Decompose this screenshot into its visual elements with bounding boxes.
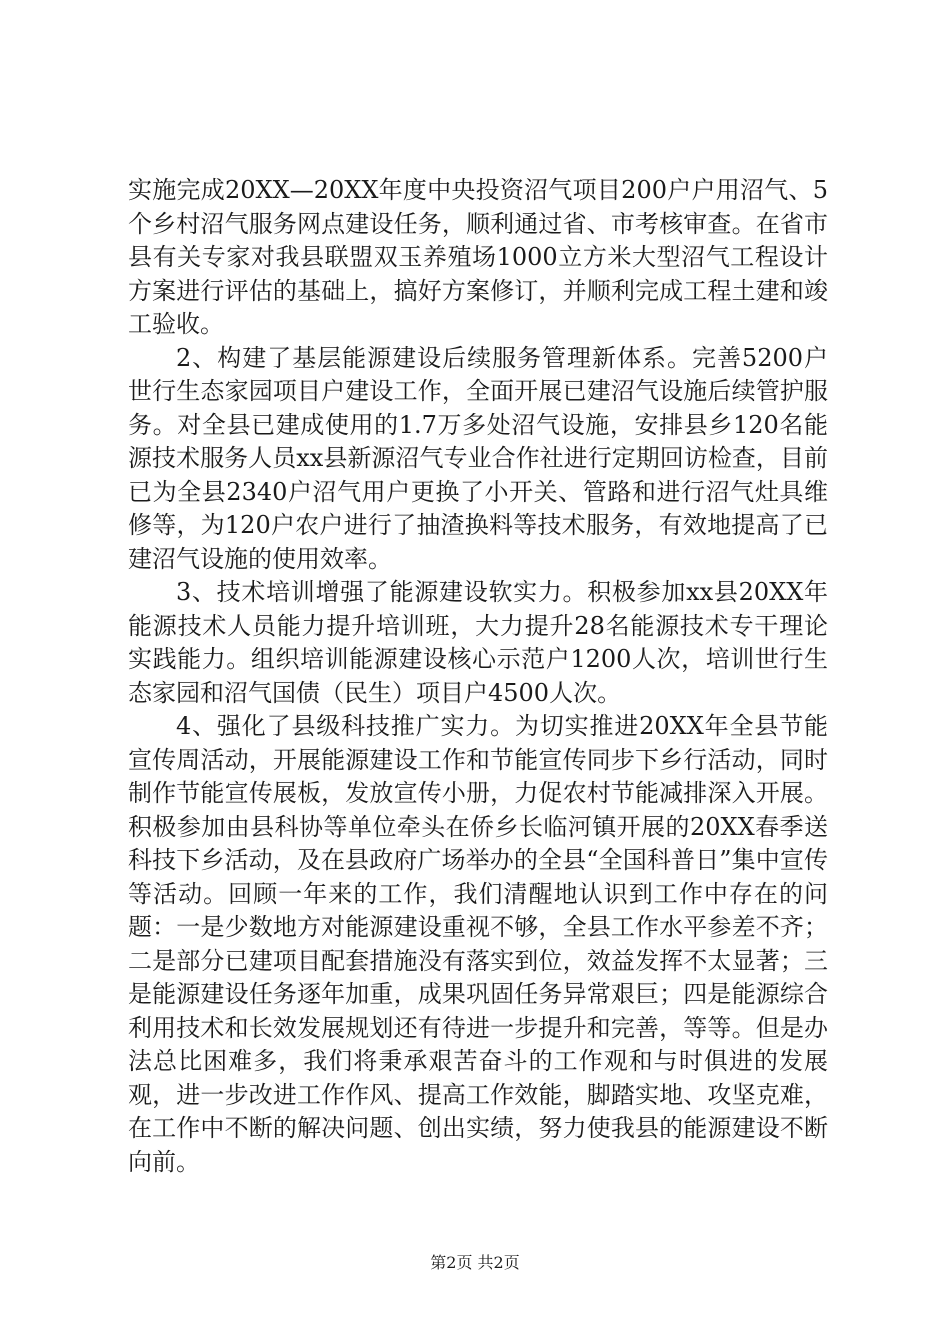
paragraph-item-3: 3、技术培训增强了能源建设软实力。积极参加xx县20XX年能源技术人员能力提升培训班，大力提升28名能源技术专干理论实践能力。组织培训能源建设核心示范户1200人次，培训世行生态家园和沼气国债（民生）项目户4500人次。 — [128, 578, 828, 707]
document-body — [128, 174, 828, 1179]
paragraph-item-2: 2、构建了基层能源建设后续服务管理新体系。完善5200户世行生态家园项目户建设工作，全面开展已建沼气设施后续管护服务。对全县已建成使用的1.7万多处沼气设施，安排县乡120名能源技术服务人员xx县新源沼气专业合作社进行定期回访检查，目前已为全县2340户沼气用户更换了小开关、管路和进行沼气灶具维修等，为120户农户进行了抽渣换料等技术服务，有效地提高了已建沼气设施的使用效率。 — [128, 343, 828, 573]
paragraph-continuation: 实施完成20XX—20XX年度中央投资沼气项目200户户用沼气、5个乡村沼气服务网点建设任务，顺利通过省、市考核审查。在省市县有关专家对我县联盟双玉养殖场1000立方米大型沼气工程设计方案进行评估的基础上，搞好方案修订，并顺利完成工程土建和竣工验收。 — [128, 176, 828, 338]
page-footer: 第2页 共2页 — [430, 1253, 520, 1272]
paragraph-item-4: 4、强化了县级科技推广实力。为切实推进20XX年全县节能宣传周活动，开展能源建设工作和节能宣传同步下乡行活动，同时制作节能宣传展板，发放宣传小册，力促农村节能减排深入开展。积极参加由县科协等单位牵头在侨乡长临河镇开展的20XX春季送科技下乡活动，及在县政府广场举办的全县“全国科普日”集中宣传等活动。回顾一年来的工作，我们清醒地认识到工作中存在的问题：一是少数地方对能源建设重视不够，全县工作水平参差不齐；二是部分已建项目配套措施没有落实到位，效益发挥不太显著；三是能源建设任务逐年加重，成果巩固任务异常艰巨；四是能源综合利用技术和长效发展规划还有待进一步提升和完善，等等。但是办法总比困难多，我们将秉承艰苦奋斗的工作观和与时俱进的发展观，进一步改进工作作风、提高工作效能，脚踏实地、攻坚克难，在工作中不断的解决问题、创出实绩，努力使我县的能源建设不断向前。 — [128, 712, 828, 1176]
